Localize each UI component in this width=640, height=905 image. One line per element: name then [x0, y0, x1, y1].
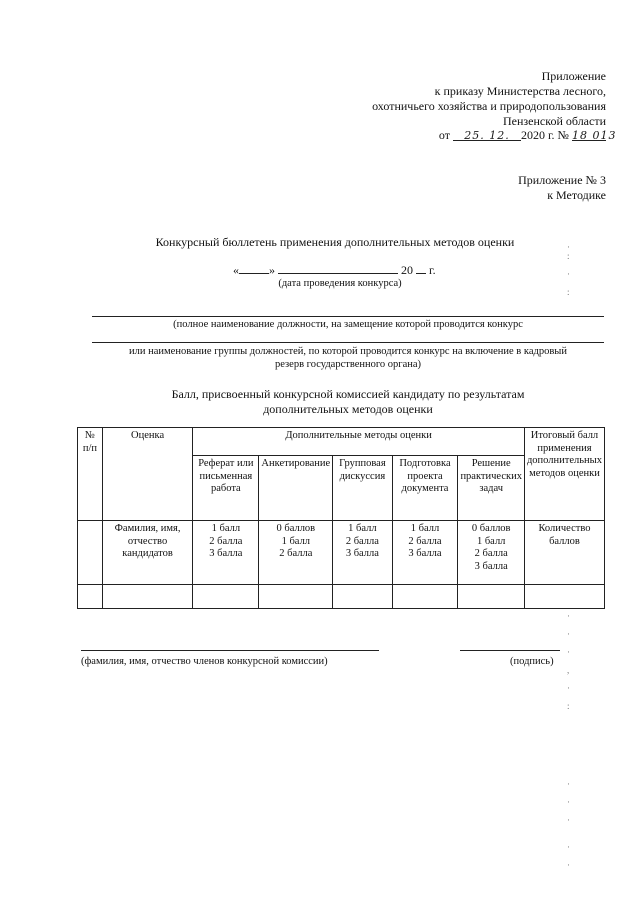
- header-date-handwritten: 25. 12.: [464, 129, 510, 142]
- signature-underline: [460, 650, 560, 651]
- table-row-empty: [78, 585, 605, 609]
- date-year-prefix: 20: [401, 263, 413, 277]
- score-heading-line1: Балл, присвоенный конкурсной комиссией кандидату по результатам: [171, 387, 525, 401]
- method-group-discussion: Групповая дискуссия: [333, 456, 392, 521]
- scan-specks: · · · , · :: [567, 611, 570, 711]
- date-quote-open: «: [233, 263, 239, 277]
- contest-date-line: [233, 261, 436, 278]
- row-number-cell: [78, 521, 103, 585]
- header-date-year: 2020 г. №: [520, 128, 569, 142]
- method-essay: Реферат или письменная работа: [193, 456, 259, 521]
- header-number-field: [572, 128, 617, 142]
- col-number-header: № п/п: [78, 428, 103, 521]
- score-item: 2 балла: [474, 548, 508, 559]
- position-underline: [92, 316, 604, 317]
- cell-draft-scores: [392, 521, 458, 585]
- row-label-candidates: Фамилия, имя, отчество кандидатов: [102, 521, 192, 585]
- score-item: 0 баллов: [276, 523, 316, 534]
- cell-questionnaire-scores: [259, 521, 333, 585]
- score-item: 1 балл: [348, 523, 377, 534]
- score-item: 1 балл: [211, 523, 241, 534]
- method-practical-tasks: Решение практических задач: [458, 456, 525, 521]
- header-number-handwritten: 18 013: [572, 129, 617, 142]
- scan-specks: · · · · ·: [567, 779, 570, 870]
- score-item: 2 балла: [345, 535, 379, 547]
- month-field: [278, 261, 398, 274]
- cell-practical-scores: [458, 521, 525, 585]
- score-item: 2 балла: [209, 535, 243, 547]
- ballot-table: [77, 427, 605, 609]
- page-title: Конкурсный бюллетень применения дополнительных методов оценки: [155, 235, 515, 249]
- group-underline: [92, 342, 604, 343]
- cell-essay-scores: [193, 521, 259, 585]
- header-ministry: охотничьего хозяйства и природопользования: [372, 99, 606, 113]
- score-item: 0 баллов: [471, 523, 511, 534]
- header-appendix-label: Приложение: [541, 69, 606, 83]
- group-caption-line2: резерв государственного органа): [274, 359, 422, 370]
- score-item: 1 балл: [410, 523, 440, 534]
- header-date-prefix: от: [438, 128, 450, 142]
- score-item: 2 балла: [279, 548, 313, 559]
- cell-discussion-scores: [333, 521, 392, 585]
- score-item: 1 балл: [476, 535, 506, 547]
- score-item: 3 балла: [408, 548, 442, 559]
- year-field: [416, 261, 426, 274]
- header-region: Пензенской области: [503, 114, 606, 128]
- date-quote-close: »: [269, 263, 275, 277]
- day-field: [239, 261, 269, 274]
- method-questionnaire: Анкетирование: [259, 456, 333, 521]
- score-item: 1 балл: [281, 535, 311, 547]
- col-methods-header: Дополнительные методы оценки: [193, 428, 525, 456]
- score-item: 3 балла: [474, 560, 508, 572]
- group-caption-line1: или наименование группы должностей, по которой проводится конкурс на включение в кадровый: [129, 346, 567, 357]
- score-item: 3 балла: [209, 548, 243, 559]
- appendix-number: Приложение № 3: [518, 173, 606, 187]
- score-heading-line2: дополнительных методов оценки: [263, 402, 433, 416]
- header-date-field: [453, 128, 521, 141]
- members-caption: (фамилия, имя, отчество членов конкурсной комиссии): [81, 656, 328, 667]
- header-date-line: [438, 128, 617, 143]
- table-header-row: [78, 428, 605, 456]
- col-total-header: Итоговый балл применения дополнительных методов оценки: [524, 428, 604, 521]
- members-underline: [81, 650, 379, 651]
- date-caption: (дата проведения конкурса): [278, 278, 402, 289]
- date-year-suffix: г.: [429, 263, 436, 277]
- method-draft-document: Подготовка проекта документа: [392, 456, 458, 521]
- position-caption: (полное наименование должности, на замещение которой проводится конкурс: [173, 319, 523, 330]
- col-assessment-header: Оценка: [102, 428, 192, 521]
- score-item: 2 балла: [408, 535, 442, 547]
- appendix-method-ref: к Методике: [547, 188, 606, 202]
- header-order-ref: к приказу Министерства лесного,: [434, 84, 606, 98]
- cell-total-label: Количество баллов: [524, 521, 604, 585]
- scan-specks: · : · :: [567, 242, 570, 297]
- table-row: [78, 521, 605, 585]
- signature-caption: (подпись): [510, 656, 554, 667]
- score-item: 3 балла: [345, 548, 379, 559]
